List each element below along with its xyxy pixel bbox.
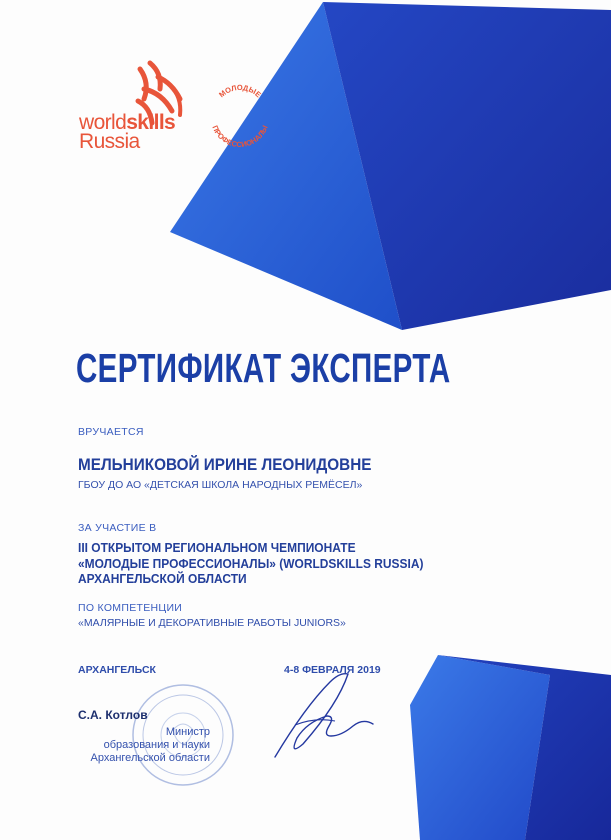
brand-country: Russia (79, 130, 140, 153)
molodye-professionaly-logo (203, 78, 277, 152)
signer-position (60, 726, 210, 765)
svg-text:ПРОФЕССИОНАЛЫ (210, 124, 269, 149)
for-participation-label: ЗА УЧАСТИЕ В (78, 522, 157, 534)
recipient-name: МЕЛЬНИКОВОЙ ИРИНЕ ЛЕОНИДОВНЕ (78, 455, 372, 474)
signer-position-line: Архангельской области (90, 752, 210, 764)
certificate-title: СЕРТИФИКАТ ЭКСПЕРТА (76, 345, 451, 391)
event-line: «МОЛОДЫЕ ПРОФЕССИОНАЛЫ» (WORLDSKILLS RUSSIA) (78, 555, 424, 571)
worldskills-wordmark (79, 113, 175, 151)
svg-text:МОЛОДЫЕ (217, 83, 263, 99)
recipient-organization: ГБОУ ДО АО «ДЕТСКАЯ ШКОЛА НАРОДНЫХ РЕМЁСЕЛ» (78, 479, 363, 491)
event-line: АРХАНГЕЛЬСКОЙ ОБЛАСТИ (78, 571, 247, 586)
competence-label: ПО КОМПЕТЕНЦИИ (78, 602, 183, 614)
event-title (78, 540, 423, 587)
signer-position-line: Министр (165, 726, 210, 738)
handwritten-signature (255, 665, 380, 775)
brand-skills: skills (126, 111, 176, 134)
circle-text-bottom: ПРОФЕССИОНАЛЫ (210, 123, 270, 150)
circle-text-top: МОЛОДЫЕ (217, 82, 263, 100)
competence-name: «МАЛЯРНЫЕ И ДЕКОРАТИВНЫЕ РАБОТЫ JUNIORS» (78, 617, 346, 629)
event-dates: 4-8 ФЕВРАЛЯ 2019 (284, 664, 381, 676)
decorative-cube-bottom (410, 655, 611, 840)
decorative-cube-top (170, 0, 611, 330)
brand-world: world (79, 111, 127, 134)
event-line: III ОТКРЫТОМ РЕГИОНАЛЬНОМ ЧЕМПИОНАТЕ (78, 540, 356, 555)
awarded-label: ВРУЧАЕТСЯ (78, 426, 144, 438)
signer-position-line: образования и науки (103, 739, 210, 751)
signer-name: С.А. Котлов (78, 708, 148, 722)
city: АРХАНГЕЛЬСК (78, 664, 156, 676)
